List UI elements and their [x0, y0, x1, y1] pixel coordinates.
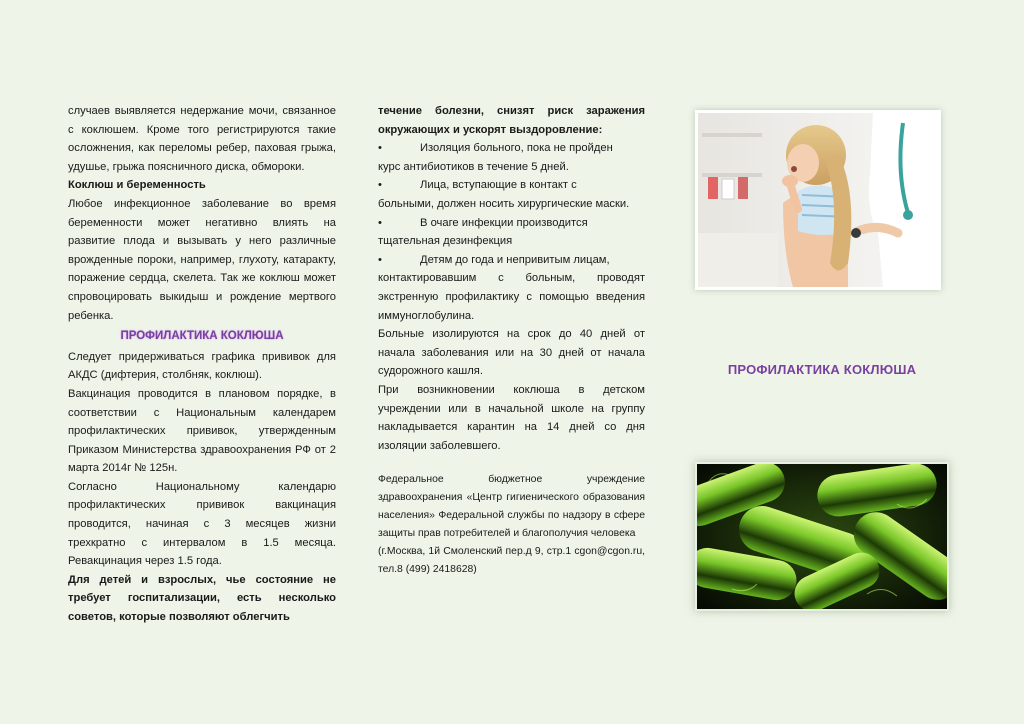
advice-intro-paragraph: Для детей и взрослых, чье состояние не требует госпитализации, есть несколько советов, которые позволяют облегчить	[68, 573, 336, 624]
middle-column	[378, 102, 645, 579]
advice-continuation: течение болезни, снизят риск заражения окружающих и ускорят выздоровление:	[378, 105, 645, 136]
bullet-icon: •	[378, 142, 382, 155]
publisher-address: (г.Москва, 1й Смоленский пер.д 9, стр.1 cgon@cgon.ru, тел.8 (499) 2418628)	[378, 546, 645, 576]
list-item: • Детям до года и непривитым лицам, контактировавшим с больным, проводят экстренную профилактику с помощью введения иммуноглобулина.	[378, 251, 645, 325]
bullet-icon: •	[378, 253, 382, 266]
bacteria-image	[695, 462, 949, 611]
complications-paragraph: случаев выявляется недержание мочи, связанное с коклюшем. Кроме того регистрируются такие осложнения, как переломы ребер, паховая грыжа, удушье, грыжа поясничного диска, обмороки.	[68, 105, 336, 173]
pregnancy-heading: Коклюш и беременность	[68, 179, 206, 192]
coughing-child-photo	[695, 110, 941, 290]
list-item: • Изоляция больного, пока не пройден курс антибиотиков в течение 5 дней.	[378, 139, 645, 176]
list-item: • Лица, вступающие в контакт с больными, должен носить хирургические маски.	[378, 176, 645, 213]
vaccination-paragraph: Вакцинация проводится в плановом порядке, в соответствии с Национальным календарем профилактических прививок, утвержденным Приказом Министерства здравоохранения РФ от 2 марта 2014г № 125н.	[68, 387, 336, 475]
list-item: • В очаге инфекции производится тщательная дезинфекция	[378, 214, 645, 251]
quarantine-paragraph: При возникновении коклюша в детском учреждении или в начальной школе на группу накладывается карантин на 14 дней со дня изоляции заболевшего.	[378, 383, 645, 452]
schedule-paragraph: Следует придерживаться графика прививок для АКДС (дифтерия, столбняк, коклюш).	[68, 350, 336, 382]
left-column	[68, 102, 336, 627]
isolation-paragraph: Больные изолируются на срок до 40 дней от начала заболевания или на 30 дней от начала судорожного кашля.	[378, 328, 645, 378]
pregnancy-paragraph: Любое инфекционное заболевание во время беременности может негативно влиять на развитие плода и вызывать у него различные врожденные пороки, например, глухоту, катаракту, поражение сердца, скелета. Так же коклюш может спровоцировать выкидыш и рождение мертвого ребенка.	[68, 197, 336, 322]
advice-list	[378, 139, 645, 325]
prevention-subtitle: ПРОФИЛАКТИКА КОКЛЮША	[120, 330, 284, 343]
bullet-icon: •	[378, 179, 382, 192]
right-panel-title: ПРОФИЛАКТИКА КОКЛЮША	[727, 362, 917, 377]
publisher-org: Федеральное бюджетное учреждение здравоохранения «Центр гигиенического образования населения» Федеральной службы по надзору в сфере защиты прав потребителей и благополучия человека	[378, 474, 645, 540]
publisher-footer	[378, 471, 645, 579]
bullet-icon: •	[378, 216, 382, 229]
calendar-paragraph: Согласно Национальному календарю профилактических прививок вакцинация проводится, начиная с 3 месяцев жизни трехкратно с интервалом в 1.5 месяца. Ревакцинация через 1.5 года.	[68, 480, 336, 568]
